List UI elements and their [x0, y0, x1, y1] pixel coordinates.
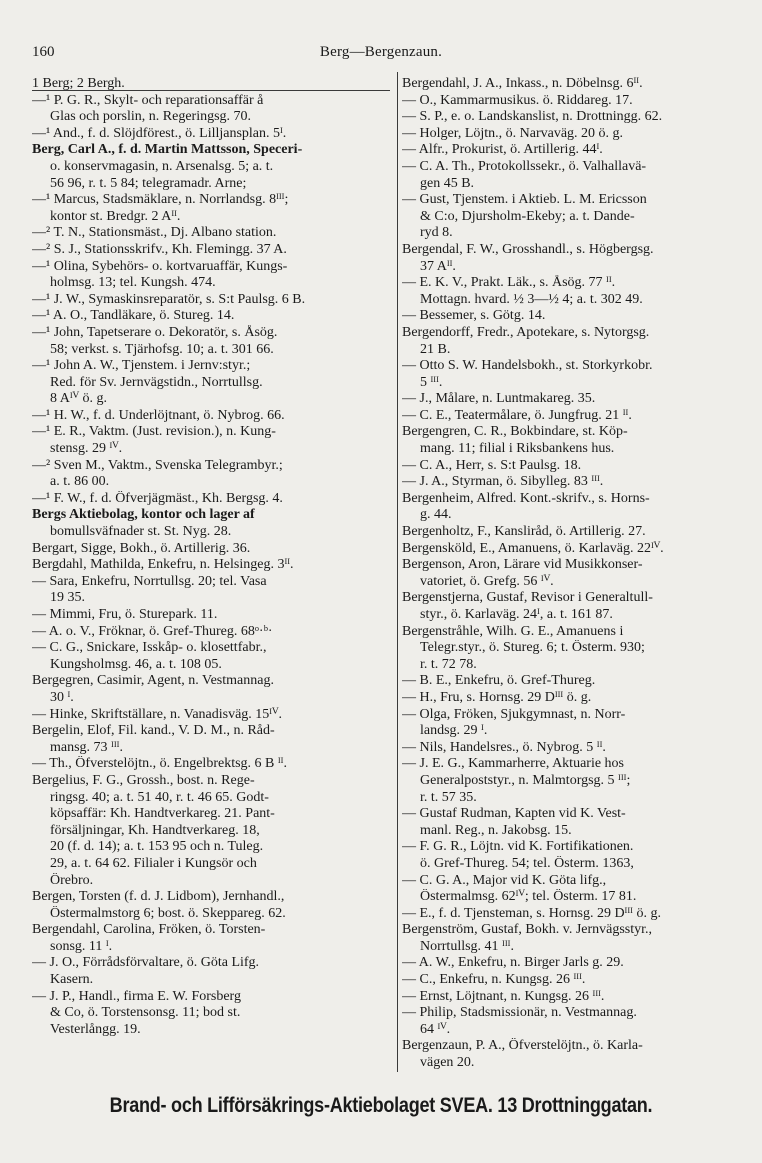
directory-line: 8 Aᴵⱽ ö. g.: [50, 391, 107, 407]
directory-line: — Mimmi, Fru, ö. Sturepark. 11.: [32, 607, 218, 622]
directory-line: — Philip, Stadsmissionär, n. Vestmannag.: [402, 1005, 637, 1021]
directory-line: Bergelius, F. G., Grossh., bost. n. Rege-: [32, 772, 255, 788]
directory-line: — Sara, Enkefru, Norrtullsg. 20; tel. Vasa: [32, 573, 267, 589]
column-divider: [397, 72, 398, 1072]
directory-line: — C. G. A., Major vid K. Göta lifg.,: [402, 872, 607, 888]
directory-line: —² S. J., Stationsskrifv., Kh. Flemingg. 37 A.: [32, 241, 287, 257]
directory-line: Bergdahl, Mathilda, Enkefru, n. Helsingeg. 3ᴵᴵ.: [32, 557, 294, 573]
directory-line: 20 (f. d. 14); a. t. 153 95 och n. Tuleg.: [50, 839, 264, 855]
directory-line: a. t. 86 00.: [50, 474, 110, 490]
directory-line: g. 44.: [420, 507, 452, 523]
directory-line: — E., f. d. Tjensteman, s. Hornsg. 29 Dᴵᴵᴵ ö. g.: [402, 905, 661, 921]
directory-line: 64 ᴵⱽ.: [420, 1021, 451, 1037]
directory-line: 19 35.: [50, 590, 85, 606]
directory-line: Bergen, Torsten (f. d. J. Lidbom), Jernhandl.,: [32, 889, 285, 905]
directory-line: —¹ A. O., Tandläkare, ö. Stureg. 14.: [32, 308, 235, 324]
directory-line: stensg. 29 ᴵⱽ.: [50, 441, 123, 457]
directory-line: Bergenheim, Alfred. Kont.-skrifv., s. Horns-: [402, 490, 650, 506]
directory-line: Bergendorff, Fredr., Apotekare, s. Nytorgsg.: [402, 324, 650, 340]
directory-line: Red. för Sv. Jernvägstidn., Norrtullsg.: [50, 374, 263, 390]
directory-line: vägen 20.: [420, 1055, 475, 1071]
directory-line: —¹ John, Tapetserare o. Dekoratör, s. Åsög.: [32, 324, 278, 340]
directory-line: Bergart, Sigge, Bokh., ö. Artillerig. 36.: [32, 540, 251, 556]
directory-line: —¹ H. W., f. d. Underlöjtnant, ö. Nybrog. 66.: [32, 407, 285, 423]
directory-line: — Nils, Handelsres., ö. Nybrog. 5 ᴵᴵ.: [402, 739, 606, 755]
directory-line: — S. P., e. o. Landskanslist, n. Drottningg. 62.: [402, 109, 663, 125]
directory-line: — J., Målare, n. Luntmakareg. 35.: [402, 391, 596, 407]
directory-line: —¹ P. G. R., Skylt- och reparationsaffär å: [32, 92, 264, 108]
directory-line: — Holger, Löjtn., ö. Narvaväg. 20 ö. g.: [402, 125, 624, 141]
directory-line: — Alfr., Prokurist, ö. Artillerig. 44ᴵ.: [402, 142, 603, 158]
directory-line: mang. 11; filial i Riksbankens hus.: [420, 441, 615, 457]
directory-line: 1 Berg; 2 Bergh.: [32, 76, 125, 91]
directory-line: — O., Kammarmusikus. ö. Riddareg. 17.: [402, 92, 633, 108]
directory-line: —¹ John A. W., Tjenstem. i Jernv:styr.;: [32, 358, 251, 374]
directory-line: — A. W., Enkefru, n. Birger Jarls g. 29.: [402, 955, 624, 971]
directory-line: Östermalmsg. 62ᴵⱽ; tel. Österm. 17 81.: [420, 889, 637, 905]
right-column: [402, 76, 747, 1072]
directory-line: mansg. 73 ᴵᴵᴵ.: [50, 739, 123, 755]
directory-line: Vesterlångg. 19.: [50, 1021, 141, 1037]
directory-line: ringsg. 40; a. t. 51 40, r. t. 46 65. Godt-: [50, 789, 269, 805]
directory-line: Kasern.: [50, 972, 94, 988]
directory-line: o. konservmagasin, n. Arsenalsg. 5; a. t.: [50, 158, 274, 174]
directory-line: Bergengren, C. R., Bokbindare, st. Köp-: [402, 424, 628, 440]
directory-line: ryd 8.: [420, 225, 453, 241]
directory-line: —¹ And., f. d. Slöjdförest., ö. Lilljansplan. 5ᴵ.: [32, 125, 287, 141]
directory-line: holmsg. 13; tel. Kungsh. 474.: [50, 275, 216, 291]
directory-line: landsg. 29 ᴵ.: [420, 723, 488, 739]
directory-line: 5 ᴵᴵᴵ.: [420, 374, 443, 390]
directory-line: — Bessemer, s. Götg. 14.: [402, 308, 546, 324]
directory-line: sonsg. 11 ᴵ.: [50, 938, 113, 954]
directory-line: Bergenstjerna, Gustaf, Revisor i Generaltull-: [402, 590, 653, 606]
directory-line: köpsaffär: Kh. Handtverkareg. 21. Pant-: [50, 806, 275, 822]
directory-line: Bergenstråhle, Wilh. G. E., Amanuens i: [402, 623, 624, 639]
directory-line: — Th., Öfverstelöjtn., ö. Engelbrektsg. 6 B ᴵᴵ.: [32, 756, 287, 772]
directory-line: — Olga, Fröken, Sjukgymnast, n. Norr-: [402, 706, 626, 722]
directory-line: Bergenström, Gustaf, Bokh. v. Jernvägsstyr.,: [402, 922, 653, 938]
directory-line: Generalpoststyr., n. Malmtorgsg. 5 ᴵᴵᴵ;: [420, 772, 631, 788]
directory-line: — H., Fru, s. Hornsg. 29 Dᴵᴵᴵ ö. g.: [402, 689, 592, 705]
directory-line: —¹ E. R., Vaktm. (Just. revision.), n. Kung-: [32, 424, 276, 440]
directory-line: försäljningar, Kh. Handtverkareg. 18,: [50, 822, 260, 838]
directory-line: r. t. 72 78.: [420, 656, 477, 672]
directory-line: kontor st. Bredgr. 2 Aᴵᴵ.: [50, 208, 181, 224]
directory-line: — B. E., Enkefru, ö. Gref-Thureg.: [402, 673, 596, 689]
running-head: Berg—Bergenzaun.: [319, 44, 443, 60]
directory-line: manl. Reg., n. Jakobsg. 15.: [420, 822, 572, 838]
directory-line: Norrtullsg. 41 ᴵᴵᴵ.: [420, 938, 514, 954]
directory-line: Kungsholmsg. 46, a. t. 108 05.: [50, 656, 222, 672]
directory-line: — J. E. G., Kammarherre, Aktuarie hos: [402, 756, 624, 772]
directory-line: — F. G. R., Löjtn. vid K. Fortifikationen.: [402, 839, 634, 855]
directory-line: — C., Enkefru, n. Kungsg. 26 ᴵᴵᴵ.: [402, 972, 586, 988]
directory-line: Östermalmstorg 6; bost. ö. Skeppareg. 62.: [50, 905, 286, 921]
directory-line: —² T. N., Stationsmäst., Dj. Albano station.: [32, 225, 277, 241]
directory-line: — E. K. V., Prakt. Läk., s. Åsög. 77 ᴵᴵ.: [402, 275, 616, 291]
directory-line: Bergenholtz, F., Kanslіråd, ö. Artillerig. 27.: [402, 524, 646, 540]
directory-line: Bergelin, Elof, Fil. kand., V. D. M., n. Råd-: [32, 723, 275, 739]
directory-line: Bergs Aktiebolag, kontor och lager af: [32, 507, 255, 523]
directory-line: 30 ᴵ.: [50, 689, 74, 705]
directory-line: Berg, Carl A., f. d. Martin Mattsson, Speceri-: [32, 142, 303, 158]
directory-line: — J. P., Handl., firma E. W. Forsberg: [32, 988, 241, 1004]
directory-line: Bergendahl, Carolina, Fröken, ö. Torsten-: [32, 922, 266, 938]
directory-line: styr., ö. Karlaväg. 24ᴵ, a. t. 161 87.: [420, 607, 613, 622]
directory-line: — Otto S. W. Handelsbokh., st. Storkyrkobr.: [402, 358, 653, 374]
directory-line: — C. E., Teatermålare, ö. Jungfrug. 21 ᴵᴵ.: [402, 407, 632, 423]
directory-line: — Hinke, Skriftställare, n. Vanadisväg. 15ᴵⱽ.: [32, 706, 282, 722]
directory-line: Bergendal, F. W., Grosshandl., s. Högbergsg.: [402, 241, 654, 257]
directory-line: Bergegren, Casimir, Agent, n. Vestmannag.: [32, 673, 274, 689]
directory-line: — Gustaf Rudman, Kapten vid K. Vest-: [402, 806, 626, 822]
directory-line: — C. A., Herr, s. S:t Paulsg. 18.: [402, 457, 582, 473]
directory-line: —¹ Marcus, Stadsmäklare, n. Norrlandsg. 8ᴵᴵᴵ;: [32, 192, 289, 208]
page-number: 160: [32, 44, 55, 60]
directory-line: 56 96, r. t. 5 84; telegramadr. Arne;: [50, 175, 247, 191]
directory-line: Bergensköld, E., Amanuens, ö. Karlaväg. 22ᴵⱽ.: [402, 540, 664, 556]
directory-line: vatoriet, ö. Grefg. 56 ᴵⱽ.: [420, 573, 554, 589]
footer-advertisement: Brand- och Lifförsäkrings-Aktiebolaget SVEA. 13 Drottninggatan.: [109, 1094, 653, 1117]
directory-line: Örebro.: [50, 872, 94, 888]
directory-line: bomullsväfnader st. St. Nyg. 28.: [50, 524, 232, 540]
directory-line: Glas och porslin, n. Regeringsg. 70.: [50, 109, 252, 125]
directory-line: — J. O., Förrådsförvaltare, ö. Göta Lifg.: [32, 955, 260, 971]
directory-line: Telegr.styr., ö. Stureg. 6; t. Österm. 930;: [420, 640, 645, 656]
directory-line: — C. A. Th., Protokollssekr., ö. Valhallavä-: [402, 158, 647, 174]
directory-line: 58; verkst. s. Tjärhofsg. 10; a. t. 301 66.: [50, 341, 274, 357]
directory-line: ö. Gref-Thureg. 54; tel. Österm. 1363,: [420, 855, 634, 871]
directory-line: — A. o. V., Fröknar, ö. Gref-Thureg. 68ᵒ·ᵇ·: [32, 623, 273, 639]
directory-line: gen 45 B.: [420, 175, 475, 191]
directory-line: —¹ Olina, Sybehörs- o. kortvaruaffär, Kungs-: [32, 258, 288, 274]
directory-line: — Gust, Tjenstem. i Aktieb. L. M. Ericsson: [402, 192, 647, 208]
directory-line: Mottagn. hvard. ½ 3—½ 4; a. t. 302 49.: [420, 291, 643, 307]
directory-line: 21 B.: [420, 341, 451, 357]
directory-line: Bergenson, Aron, Lärare vid Musikkonser-: [402, 557, 643, 573]
directory-line: & C:o, Djursholm-Ekeby; a. t. Dande-: [420, 208, 635, 224]
directory-line: Bergenzaun, P. A., Öfverstelöjtn., ö. Karla-: [402, 1038, 643, 1054]
directory-line: —¹ J. W., Symaskinsreparatör, s. S:t Paulsg. 6 B.: [32, 291, 306, 307]
directory-line: — J. A., Styrman, ö. Sibylleg. 83 ᴵᴵᴵ.: [402, 474, 604, 490]
directory-line: — C. G., Snickare, Isskåp- o. klosettfabr.,: [32, 640, 267, 656]
left-column: [32, 76, 392, 1038]
directory-line: 37 Aᴵᴵ.: [420, 258, 456, 274]
directory-line: & Co, ö. Torstensonsg. 11; bod st.: [50, 1005, 241, 1021]
directory-line: —² Sven M., Vaktm., Svenska Telegrambyr.;: [32, 457, 283, 473]
directory-line: r. t. 57 35.: [420, 789, 477, 805]
directory-line: — Ernst, Löjtnant, n. Kungsg. 26 ᴵᴵᴵ.: [402, 988, 605, 1004]
directory-line: 29, a. t. 64 62. Filialer i Kungsör och: [50, 855, 257, 871]
directory-line: —¹ F. W., f. d. Öfverjägmäst., Kh. Bergsg. 4.: [32, 490, 283, 506]
directory-line: Bergendahl, J. A., Inkass., n. Döbelnsg. 6ᴵᴵ.: [402, 76, 643, 91]
